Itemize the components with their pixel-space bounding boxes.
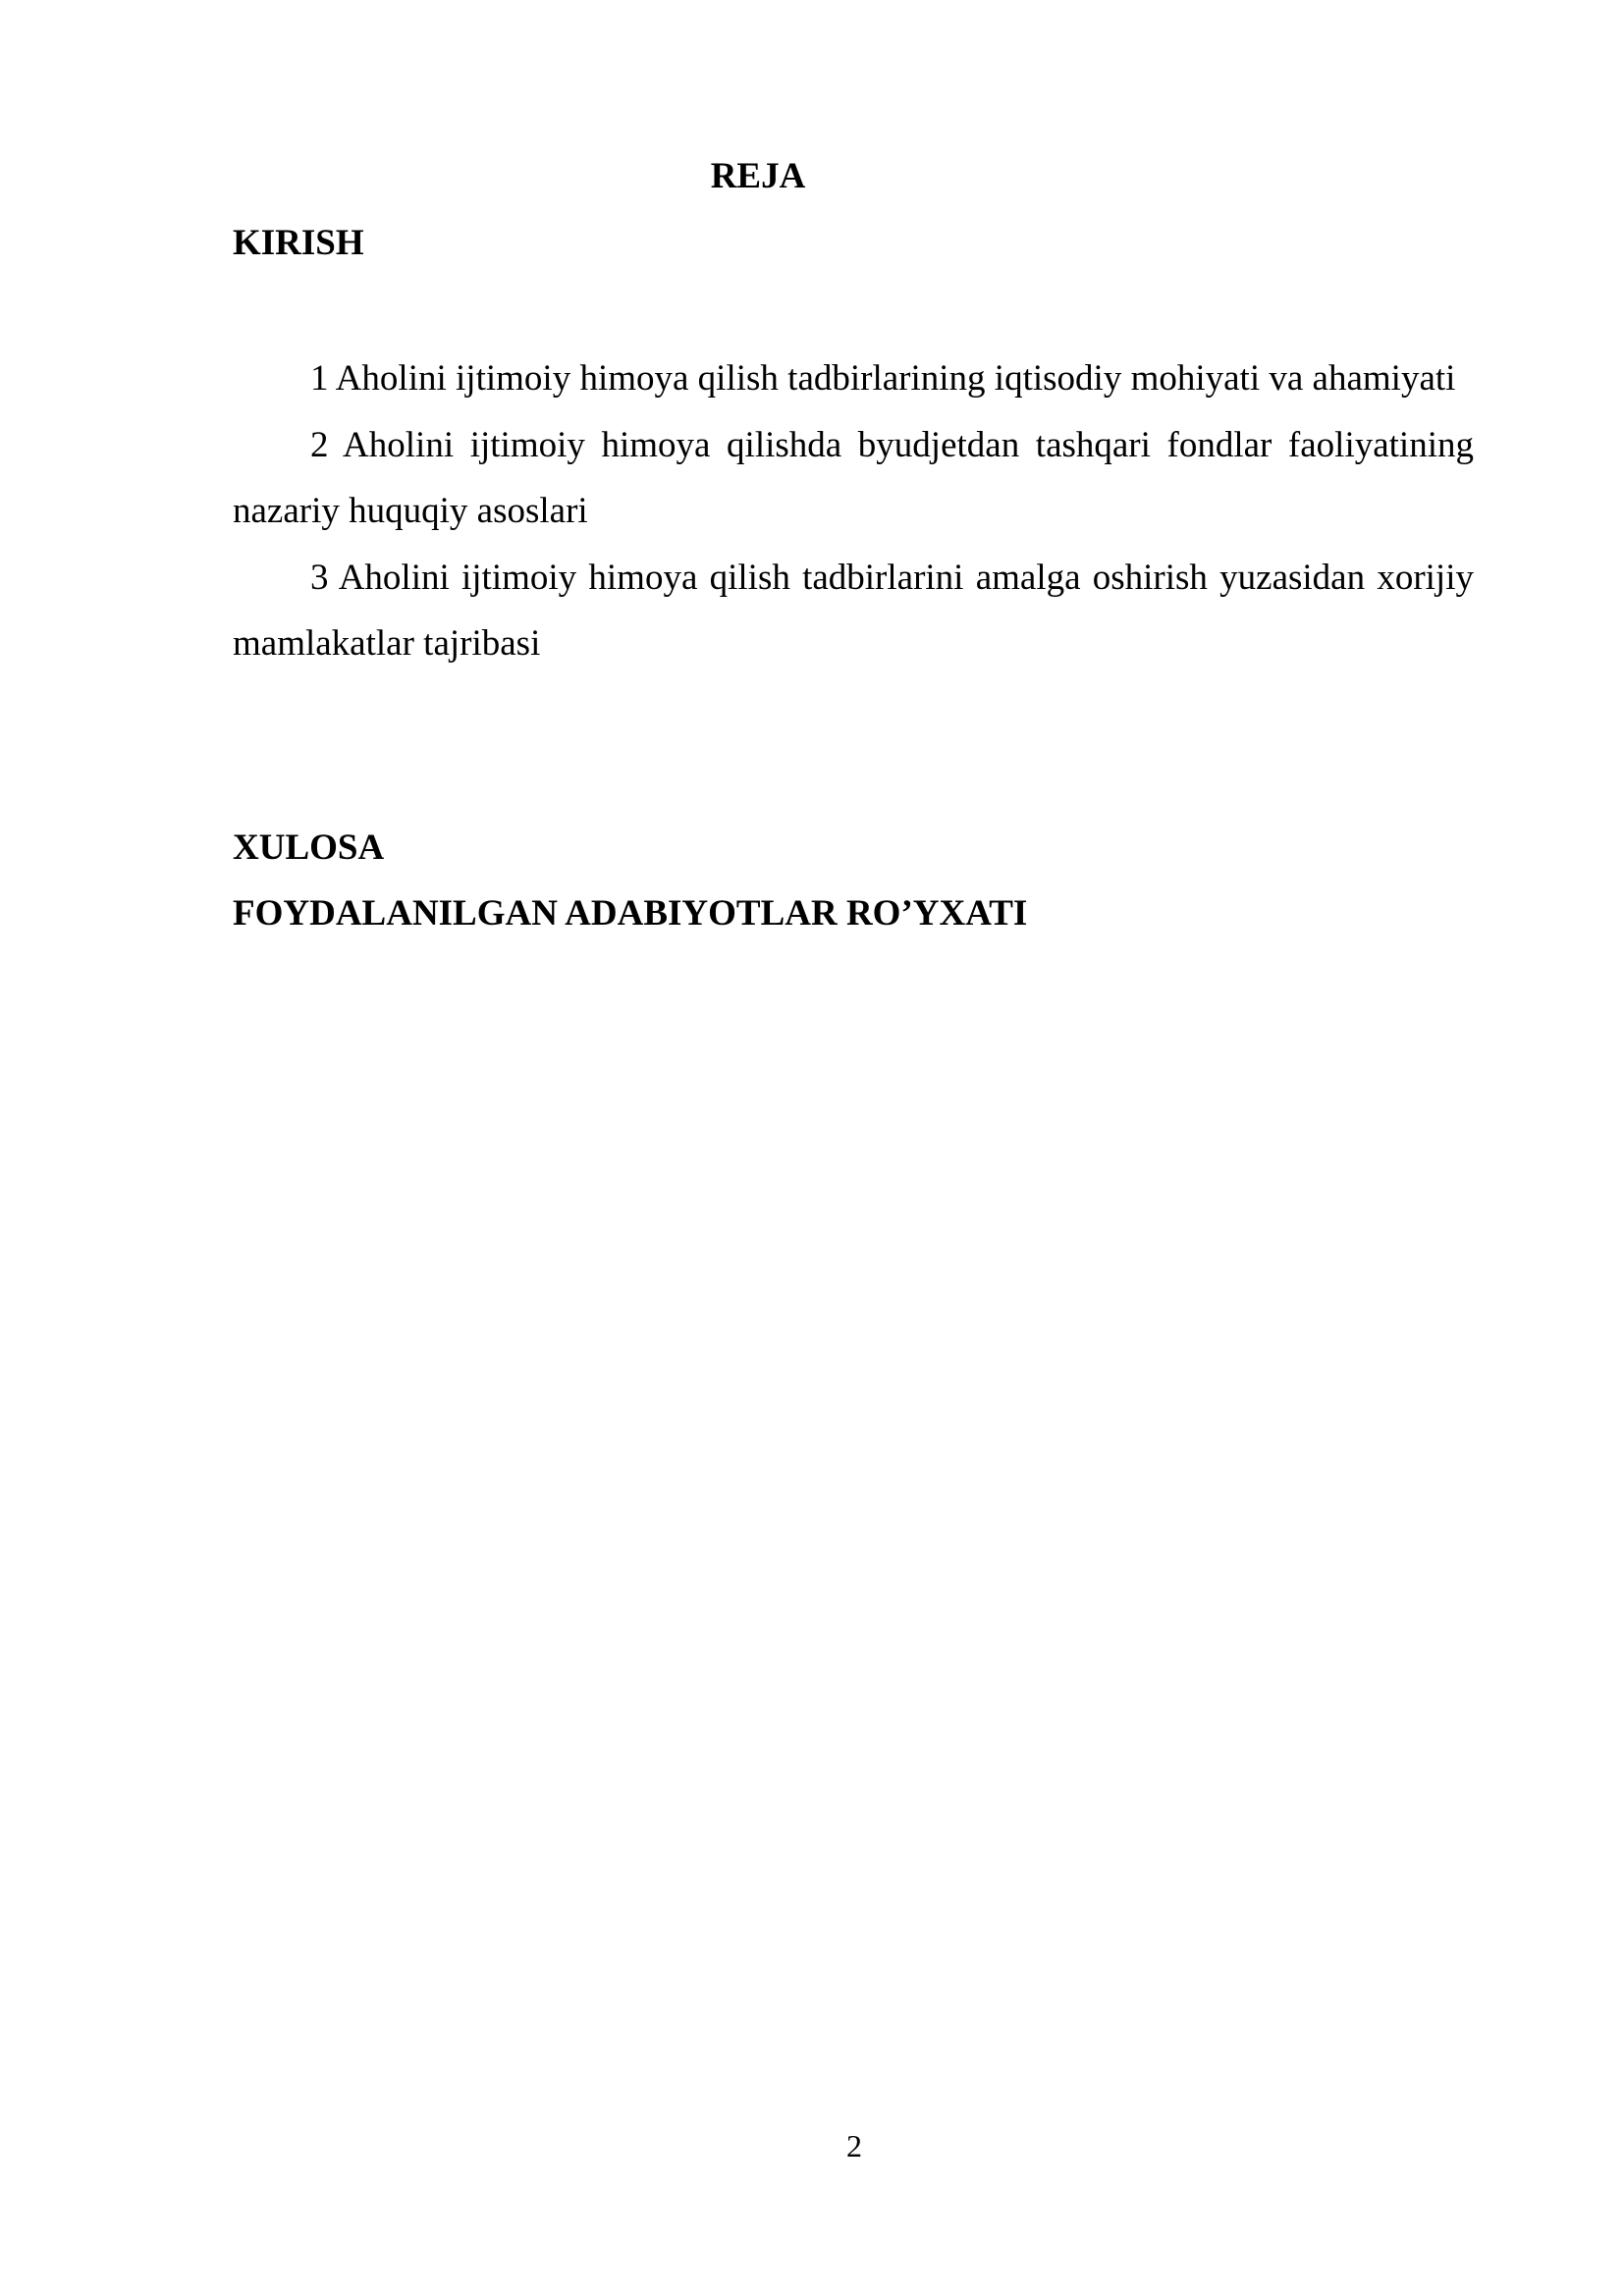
plan-title: REJA [710,156,806,196]
plan-list [233,346,1474,677]
plan-item-1: 1 Aholini ijtimoiy himoya qilish tadbirlarining iqtisodiy mohiyati va ahamiyati [310,358,1456,399]
plan-item-3: 3 Aholini ijtimoiy himoya qilish tadbirlarini amalga oshirish yuzasidan xorijiy mamlakatlar tajribasi [233,557,1474,664]
plan-item-2: 2 Aholini ijtimoiy himoya qilishda byudjetdan tashqari fondlar faoliyatining nazariy huquqiy asoslari [233,424,1474,531]
conclusion-heading: XULOSA [233,828,385,868]
intro-heading: KIRISH [233,223,364,263]
references-heading: FOYDALANILGAN ADABIYOTLAR RO’YXATI [233,893,1028,934]
page-number: 2 [846,2128,862,2163]
